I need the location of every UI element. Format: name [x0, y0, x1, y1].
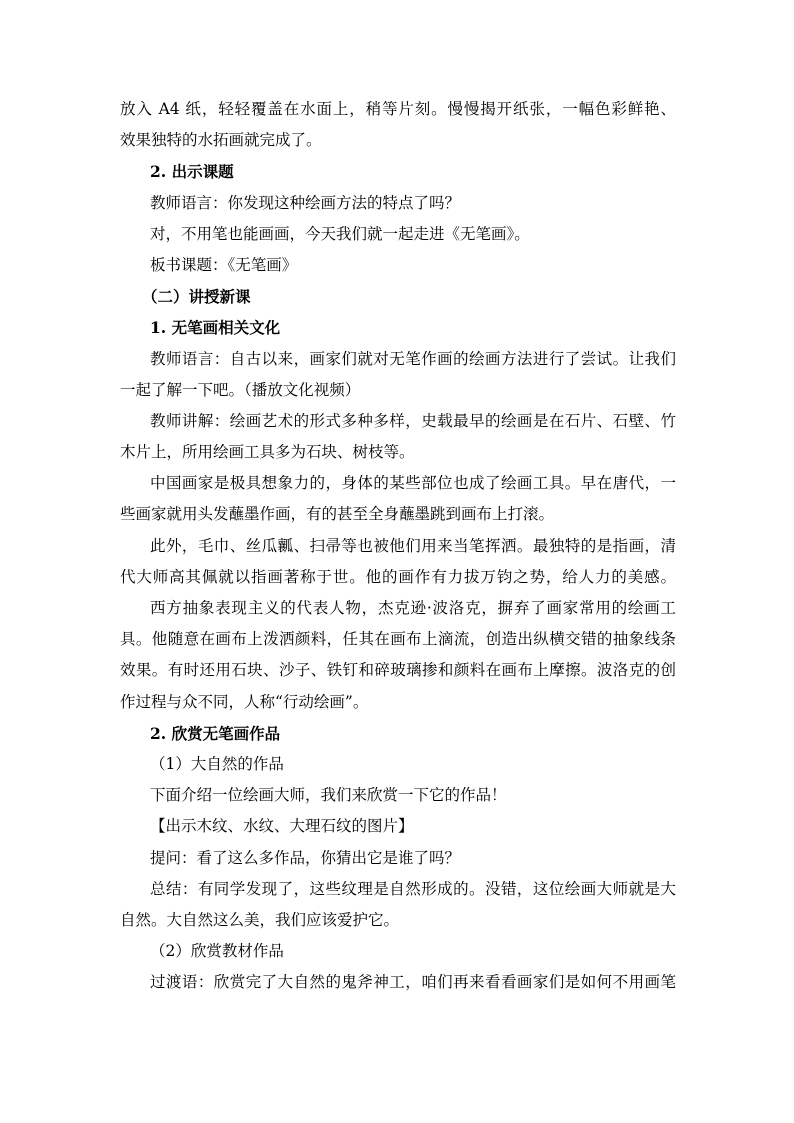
body-line: 放入 A4 纸，轻轻覆盖在水面上，稍等片刻。慢慢揭开纸张，一幅色彩鲜艳、	[120, 100, 676, 118]
body-line: 些画家就用头发蘸墨作画，有的甚至全身蘸墨跳到画布上打滚。	[120, 505, 555, 524]
body-line: （1）大自然的作品	[150, 754, 284, 773]
document-page	[120, 94, 676, 998]
body-line: 此外，毛巾、丝瓜瓤、扫帚等也被他们用来当笔挥洒。最独特的是指画，清	[150, 536, 676, 555]
body-line: 提问：看了这么多作品，你猜出它是谁了吗？	[150, 848, 461, 867]
section-heading: 1. 无笔画相关文化	[150, 318, 281, 338]
body-line: 【出示木纹、水纹、大理石纹的图片】	[150, 817, 414, 836]
body-line: 具。他随意在画布上泼洒颜料，任其在画布上滴流，创造出纵横交错的抽象线条	[120, 630, 676, 649]
body-line: 对，不用笔也能画画，今天我们就一起走进《无笔画》。	[150, 224, 530, 243]
body-line: 教师讲解：绘画艺术的形式多种多样，史载最早的绘画是在石片、石壁、竹	[150, 411, 676, 430]
body-line: 下面介绍一位绘画大师，我们来欣赏一下它的作品！	[150, 786, 507, 805]
body-line: 过渡语：欣赏完了大自然的鬼斧神工，咱们再来看看画家们是如何不用画笔	[150, 973, 676, 992]
body-line: 效果。有时还用石块、沙子、铁钉和碎玻璃掺和颜料在画布上摩擦。波洛克的创	[120, 661, 676, 680]
body-line: （2）欣赏教材作品	[150, 942, 284, 961]
section-heading: 2. 欣赏无笔画作品	[150, 723, 281, 743]
body-line: 板书课题：《无笔画》	[150, 255, 298, 274]
body-line: 总结：有同学发现了，这些纹理是自然形成的。没错，这位绘画大师就是大	[150, 879, 676, 898]
section-heading: （二）讲授新课	[142, 287, 251, 307]
section-heading: 2. 出示课题	[150, 162, 234, 182]
body-line: 一起了解一下吧。（播放文化视频）	[120, 380, 361, 399]
body-line: 自然。大自然这么美，我们应该爱护它。	[120, 910, 400, 929]
body-line: 作过程与众不同，人称“行动绘画”。	[120, 692, 369, 711]
body-line: 中国画家是极具想象力的，身体的某些部位也成了绘画工具。早在唐代，一	[150, 474, 676, 493]
body-line: 代大师高其佩就以指画著称于世。他的画作有力拔万钧之势，给人力的美感。	[120, 567, 676, 586]
body-line: 教师语言：你发现这种绘画方法的特点了吗？	[150, 193, 461, 212]
body-line: 教师语言：自古以来，画家们就对无笔作画的绘画方法进行了尝试。让我们	[150, 349, 676, 368]
body-line: 效果独特的水拓画就完成了。	[120, 131, 322, 150]
body-line: 西方抽象表现主义的代表人物，杰克逊·波洛克，摒弃了画家常用的绘画工	[150, 599, 676, 617]
body-line: 木片上，所用绘画工具多为石块、树枝等。	[120, 443, 415, 462]
